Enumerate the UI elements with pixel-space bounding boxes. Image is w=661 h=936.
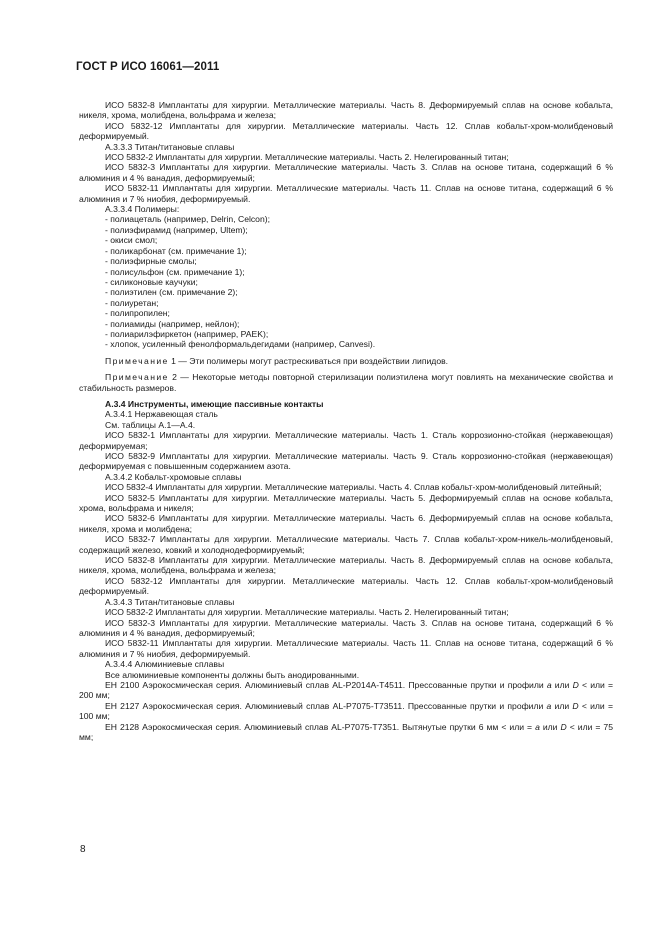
entry-text: или [539, 721, 561, 732]
subsection-title: А.3.4.1 Нержавеющая сталь [105, 409, 218, 420]
paragraph: ИСО 5832-12 Имплантаты для хирургии. Металлические материалы. Часть 12. Сплав кобальт-хром-молибденовый деформируемый. [79, 120, 613, 142]
note-2 [79, 372, 613, 393]
paragraph: ИСО 5832-1 Имплантаты для хирургии. Металлические материалы. Часть 1. Сталь коррозионно-стойкая (нержавеющая) деформируемая; [79, 430, 613, 451]
paragraph: ИСО 5832-5 Имплантаты для хирургии. Металлические материалы. Часть 5. Деформируемый сплав на основе кобальта, хрома, вольфрама и никеля; [79, 492, 613, 514]
dimension-symbol: a [546, 679, 552, 690]
standard-entry [79, 722, 613, 743]
paragraph: ИСО 5832-3 Имплантаты для хирургии. Металлические материалы. Часть 3. Сплав на основе титана, содержащий 6 % алюминия и 4 % ванадия, деформируемый; [79, 617, 613, 638]
list-item: - полиарилэфиркетон (например, PAEK); [105, 328, 269, 339]
note-text: 1 — Эти полимеры могут растрескиваться при воздействии липидов. [168, 355, 449, 366]
list-item: - полиэфирамид (например, Ultem); [105, 224, 248, 235]
subsection-title: А.3.4.4 Алюминиевые сплавы [105, 659, 225, 670]
list-item: - поликарбонат (см. примечание 1); [105, 245, 247, 256]
entry-text: или [551, 700, 573, 711]
subsection-title: А.3.4.2 Кобальт-хромовые сплавы [105, 471, 242, 482]
note-1 [79, 356, 613, 366]
paragraph: ИСО 5832-9 Имплантаты для хирургии. Металлические материалы. Часть 9. Сталь коррозионно-стойкая (нержавеющая) деформируемая с повышенным содержанием азота. [79, 451, 613, 472]
dimension-symbol: a [535, 721, 540, 732]
paragraph: ИСО 5832-6 Имплантаты для хирургии. Металлические материалы. Часть 6. Деформируемый сплав на основе кобальта, никеля, хрома и молибдена; [79, 513, 613, 534]
subsection-title: А.3.4.3 Титан/титановые сплавы [105, 596, 235, 607]
entry-text: ЕН 2100 Аэрокосмическая серия. Алюминиевый сплав AL-P2014A-T4511. Прессованные прутки и профили [105, 679, 547, 690]
list-item: - полисульфон (см. примечание 1); [105, 266, 245, 277]
note-label: Примечание [105, 355, 169, 366]
table-reference: См. таблицы А.1—А.4. [105, 419, 196, 430]
subsection-title: А.3.3.3 Титан/титановые сплавы [105, 141, 235, 152]
list-item: - хлопок, усиленный фенолформальдегидами (например, Canvesi). [105, 339, 376, 350]
paragraph: ИСО 5832-8 Имплантаты для хирургии. Металлические материалы. Часть 8. Деформируемый сплав на основе кобальта, никеля, хрома, молибдена, вольфрама и железа; [79, 555, 613, 576]
list-item: - полипропилен; [105, 308, 170, 319]
document-body [79, 100, 613, 742]
paragraph: Все алюминиевые компоненты должны быть анодированными. [105, 669, 360, 680]
list-item: - полиамиды (например, нейлон); [105, 318, 240, 329]
paragraph: ИСО 5832-12 Имплантаты для хирургии. Металлические материалы. Часть 12. Сплав кобальт-хром-молибденовый деформируемый. [79, 575, 613, 597]
page-number: 8 [80, 844, 86, 855]
subsection-title: А.3.3.4 Полимеры: [105, 204, 180, 215]
entry-text: ЕН 2127 Аэрокосмическая серия. Алюминиевый сплав AL-P7075-T73511. Прессованные прутки и профили [105, 700, 547, 711]
dimension-symbol: D [572, 679, 579, 690]
list-item: - силиконовые каучуки; [105, 276, 198, 287]
note-label: Примечание [105, 372, 169, 383]
paragraph: ИСО 5832-8 Имплантаты для хирургии. Металлические материалы. Часть 8. Деформируемый сплав на основе кобальта, никеля, хрома, молибдена, вольфрама и железа; [79, 100, 613, 121]
dimension-symbol: D [572, 700, 579, 711]
paragraph: ИСО 5832-11 Имплантаты для хирургии. Металлические материалы. Часть 11. Сплав на основе титана, содержащий 6 % алюминия и 7 % ниобия, деформируемый. [79, 183, 613, 204]
page-header: ГОСТ Р ИСО 16061—2011 [76, 61, 220, 73]
dimension-symbol: a [546, 700, 552, 711]
list-item: - окиси смол; [105, 235, 158, 246]
list-item: - полиуретан; [105, 297, 159, 308]
paragraph: ИСО 5832-7 Имплантаты для хирургии. Металлические материалы. Часть 7. Сплав кобальт-хром-никель-молибденовый, содержащий железо, ковкий и холоднодеформируемый; [79, 534, 613, 555]
entry-text: ЕН 2128 Аэрокосмическая серия. Алюминиевый сплав AL-P7075-T7351. Вытянутые прутки 6 мм < или = [105, 721, 536, 732]
entry-text: или [551, 679, 573, 690]
polymer-list [79, 214, 613, 349]
paragraph: ИСО 5832-2 Имплантаты для хирургии. Металлические материалы. Часть 2. Нелегированный титан; [105, 152, 509, 163]
entry-text: < или = 100 мм; [79, 700, 613, 722]
entry-text: < или = 75 мм; [79, 721, 613, 742]
standard-entry [79, 701, 613, 722]
dimension-symbol: D [560, 721, 567, 732]
note-text: 2 — Некоторые методы повторной стерилизации полиэтилена могут повлиять на механические свойства и стабильность размеров. [79, 372, 613, 393]
paragraph: ИСО 5832-3 Имплантаты для хирургии. Металлические материалы. Часть 3. Сплав на основе титана, содержащий 6 % алюминия и 4 % ванадия, деформируемый; [79, 162, 613, 183]
paragraph: ИСО 5832-2 Имплантаты для хирургии. Металлические материалы. Часть 2. Нелегированный титан; [105, 607, 509, 618]
paragraph: ИСО 5832-11 Имплантаты для хирургии. Металлические материалы. Часть 11. Сплав на основе титана, содержащий 6 % алюминия и 7 % ниобия, деформируемый. [79, 638, 613, 659]
list-item: - полиэфирные смолы; [105, 256, 197, 267]
section-heading: А.3.4 Инструменты, имеющие пассивные контакты [105, 398, 324, 409]
standard-entry [79, 680, 613, 701]
list-item: - полиэтилен (см. примечание 2); [105, 287, 238, 298]
paragraph: ИСО 5832-4 Имплантаты для хирургии. Металлические материалы. Часть 4. Сплав кобальт-хром-молибденовый литейный; [105, 482, 602, 493]
entry-text: < или = 200 мм; [79, 679, 614, 701]
list-item: - полиацеталь (например, Delrin, Celcon); [105, 214, 270, 225]
